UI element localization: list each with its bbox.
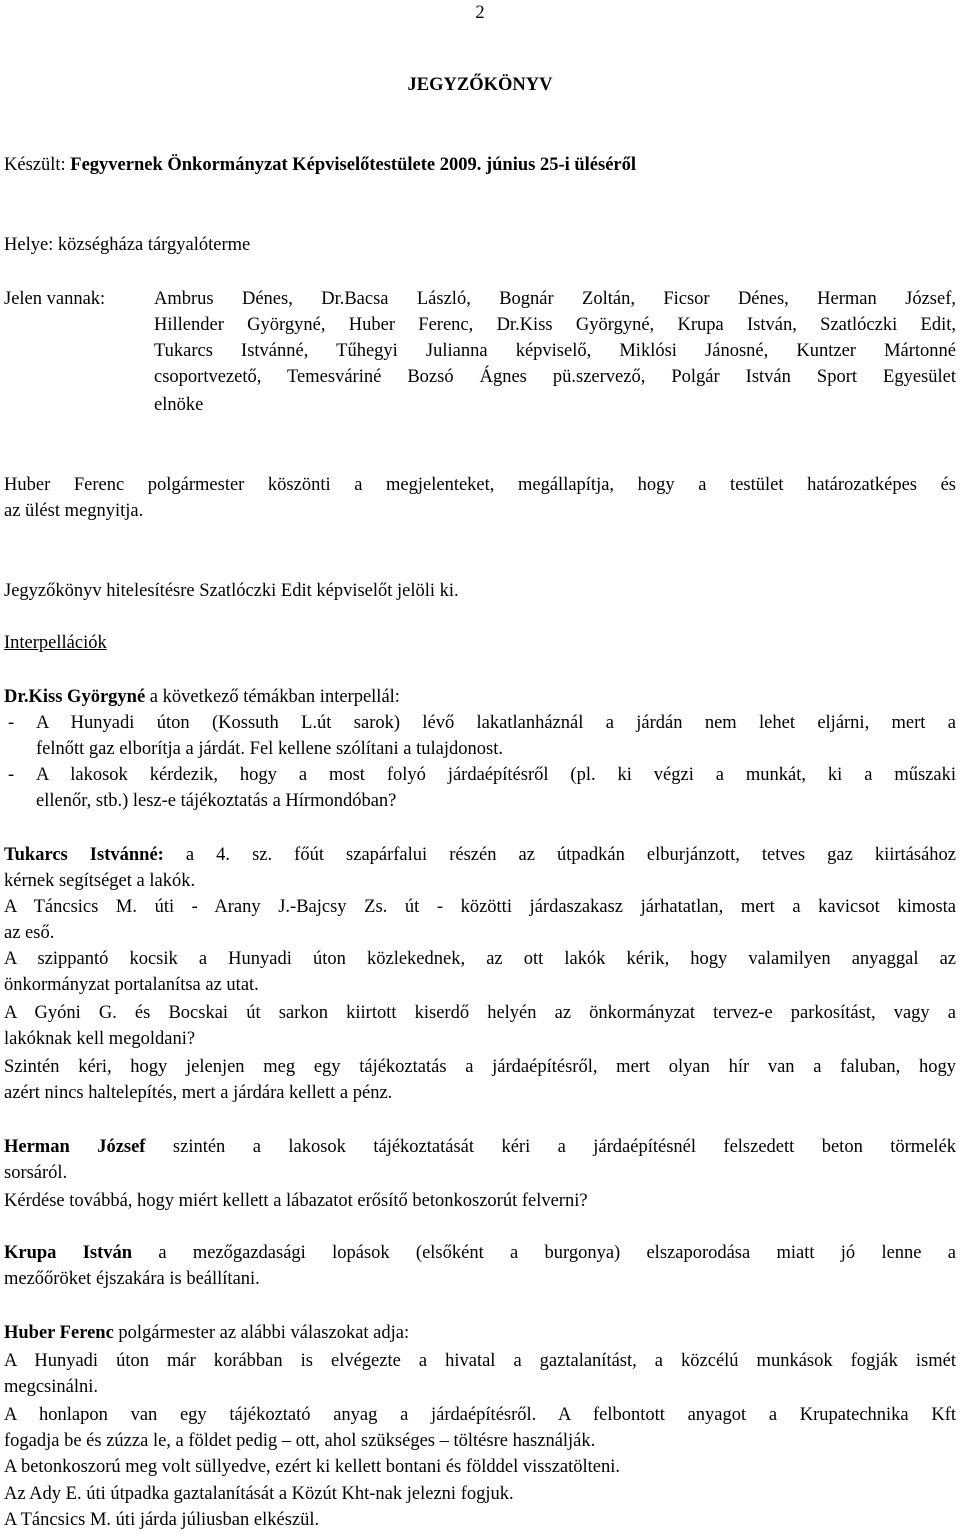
krupa-name: Krupa István	[4, 1243, 133, 1263]
huber-line: A Hunyadi úton már korábban is elvégezte a hivatal a gaztalanítást, a közcélú munkások fogják ismét	[4, 1351, 956, 1371]
tukarcs-line: azért nincs haltelepítés, mert a járdára kellett a pénz.	[4, 1083, 393, 1103]
kiss-item-line: felnőtt gaz elborítja a járdát. Fel kellene szólítani a tulajdonost.	[36, 739, 503, 759]
kiss-item-line: A Hunyadi úton (Kossuth L.út sarok) lévő lakatlanháznál a járdán nem lehet eljárni, mert a	[36, 713, 956, 733]
opening-line: Huber Ferenc polgármester köszönti a megjelenteket, megállapítja, hogy a testület határozatképes és	[4, 475, 956, 495]
herman-line: sorsáról.	[4, 1163, 68, 1183]
keszult-value: Fegyvernek Önkormányzat Képviselőtestülete 2009. június 25-i üléséről	[70, 155, 637, 175]
tukarcs-name: Tukarcs Istvánné:	[4, 845, 164, 865]
tukarcs-line: az eső.	[4, 923, 55, 943]
huber-line: fogadja be és zúzza le, a földet pedig – ott, ahol szükséges – töltésre használják.	[4, 1431, 596, 1451]
document-title: JEGYZŐKÖNYV	[407, 75, 553, 95]
tukarcs-line	[4, 842, 956, 868]
herman-line	[4, 1134, 956, 1160]
huber-line: A betonkoszorú meg volt süllyedve, ezért ki kellett bontani és földdel visszatölteni.	[4, 1457, 621, 1477]
jelen-label: Jelen vannak:	[4, 289, 106, 309]
tukarcs-line: A Táncsics M. úti - Arany J.-Bajcsy Zs. út - közötti járdaszakasz járhatatlan, mert a kavicsot kimosta	[4, 897, 956, 917]
list-dash: -	[8, 765, 15, 785]
tukarcs-line: lakóknak kell megoldani?	[4, 1029, 196, 1049]
tukarcs-line: önkormányzat portalanítsa az utat.	[4, 975, 259, 995]
helye-line: Helye: községháza tárgyalóterme	[4, 235, 251, 255]
huber-name: Huber Ferenc	[4, 1323, 114, 1343]
kiss-intro-text: a következő témákban interpellál:	[145, 687, 400, 707]
jelen-line: Ambrus Dénes, Dr.Bacsa László, Bognár Zoltán, Ficsor Dénes, Herman József,	[154, 289, 956, 309]
tukarcs-line: A Gyóni G. és Bocskai út sarkon kiirtott kiserdő helyén az önkormányzat tervez-e parkosítást, vagy a	[4, 1003, 956, 1023]
jelen-line: elnöke	[154, 395, 204, 415]
huber-line	[4, 1320, 409, 1346]
list-dash: -	[8, 713, 15, 733]
huber-line: A Táncsics M. úti járda júliusban elkészül.	[4, 1510, 320, 1530]
kiss-intro	[4, 684, 400, 710]
tukarcs-text: a 4. sz. főút szapárfalui részén az útpadkán elburjánzott, tetves gaz kiirtásához	[163, 845, 957, 865]
section-title-text: Interpellációk	[4, 633, 107, 653]
krupa-line: mezőőröket éjszakára is beállítani.	[4, 1269, 260, 1289]
opening-line: az ülést megnyitja.	[4, 501, 144, 521]
huber-line: A honlapon van egy tájékoztató anyag a járdaépítésről. A felbontott anyagot a Krupatechnika Kft	[4, 1405, 956, 1425]
section-title	[4, 630, 107, 656]
huber-line: Az Ady E. úti útpadka gaztalanítását a Közút Kht-nak jelezni fogjuk.	[4, 1484, 514, 1504]
huber-text: polgármester az alábbi válaszokat adja:	[113, 1323, 410, 1343]
kiss-item-line: ellenőr, stb.) lesz-e tájékoztatás a Hírmondóban?	[36, 791, 397, 811]
herman-name: Herman József	[4, 1137, 146, 1157]
kiss-item-line: A lakosok kérdezik, hogy a most folyó járdaépítésről (pl. ki végzi a munkát, ki a műszaki	[36, 765, 956, 785]
jelen-line: Hillender Györgyné, Huber Ferenc, Dr.Kiss Györgyné, Krupa István, Szatlóczki Edit,	[154, 315, 956, 335]
herman-line: Kérdése továbbá, hogy miért kellett a lábazatot erősítő betonkoszorút felverni?	[4, 1191, 588, 1211]
kiss-name: Dr.Kiss Györgyné	[4, 687, 146, 707]
krupa-text: a mezőgazdasági lopások (elsőként a burgonya) elszaporodása miatt jó lenne a	[132, 1243, 957, 1263]
tukarcs-line: A szippantó kocsik a Hunyadi úton közlekednek, az ott lakók kérik, hogy valamilyen anyaggal az	[4, 949, 956, 969]
keszult-line	[4, 152, 636, 178]
tukarcs-line: Szintén kéri, hogy jelenjen meg egy tájékoztatás a járdaépítésről, mert olyan hír van a faluban, hogy	[4, 1057, 956, 1077]
jelen-line: Tukarcs Istvánné, Tűhegyi Julianna képviselő, Miklósi Jánosné, Kuntzer Mártonné	[154, 341, 956, 361]
hitelesites-line: Jegyzőkönyv hitelesítésre Szatlóczki Edit képviselőt jelöli ki.	[4, 581, 459, 601]
herman-text: szintén a lakosok tájékoztatását kéri a járdaépítésnél felszedett beton törmelék	[145, 1137, 957, 1157]
jelen-line: csoportvezető, Temesváriné Bozsó Ágnes pü.szervező, Polgár István Sport Egyesület	[154, 367, 956, 387]
tukarcs-line: kérnek segítséget a lakók.	[4, 871, 196, 891]
page-number: 2	[475, 3, 485, 23]
keszult-label: Készült:	[4, 155, 71, 175]
krupa-line	[4, 1240, 956, 1266]
huber-line: megcsinálni.	[4, 1377, 99, 1397]
